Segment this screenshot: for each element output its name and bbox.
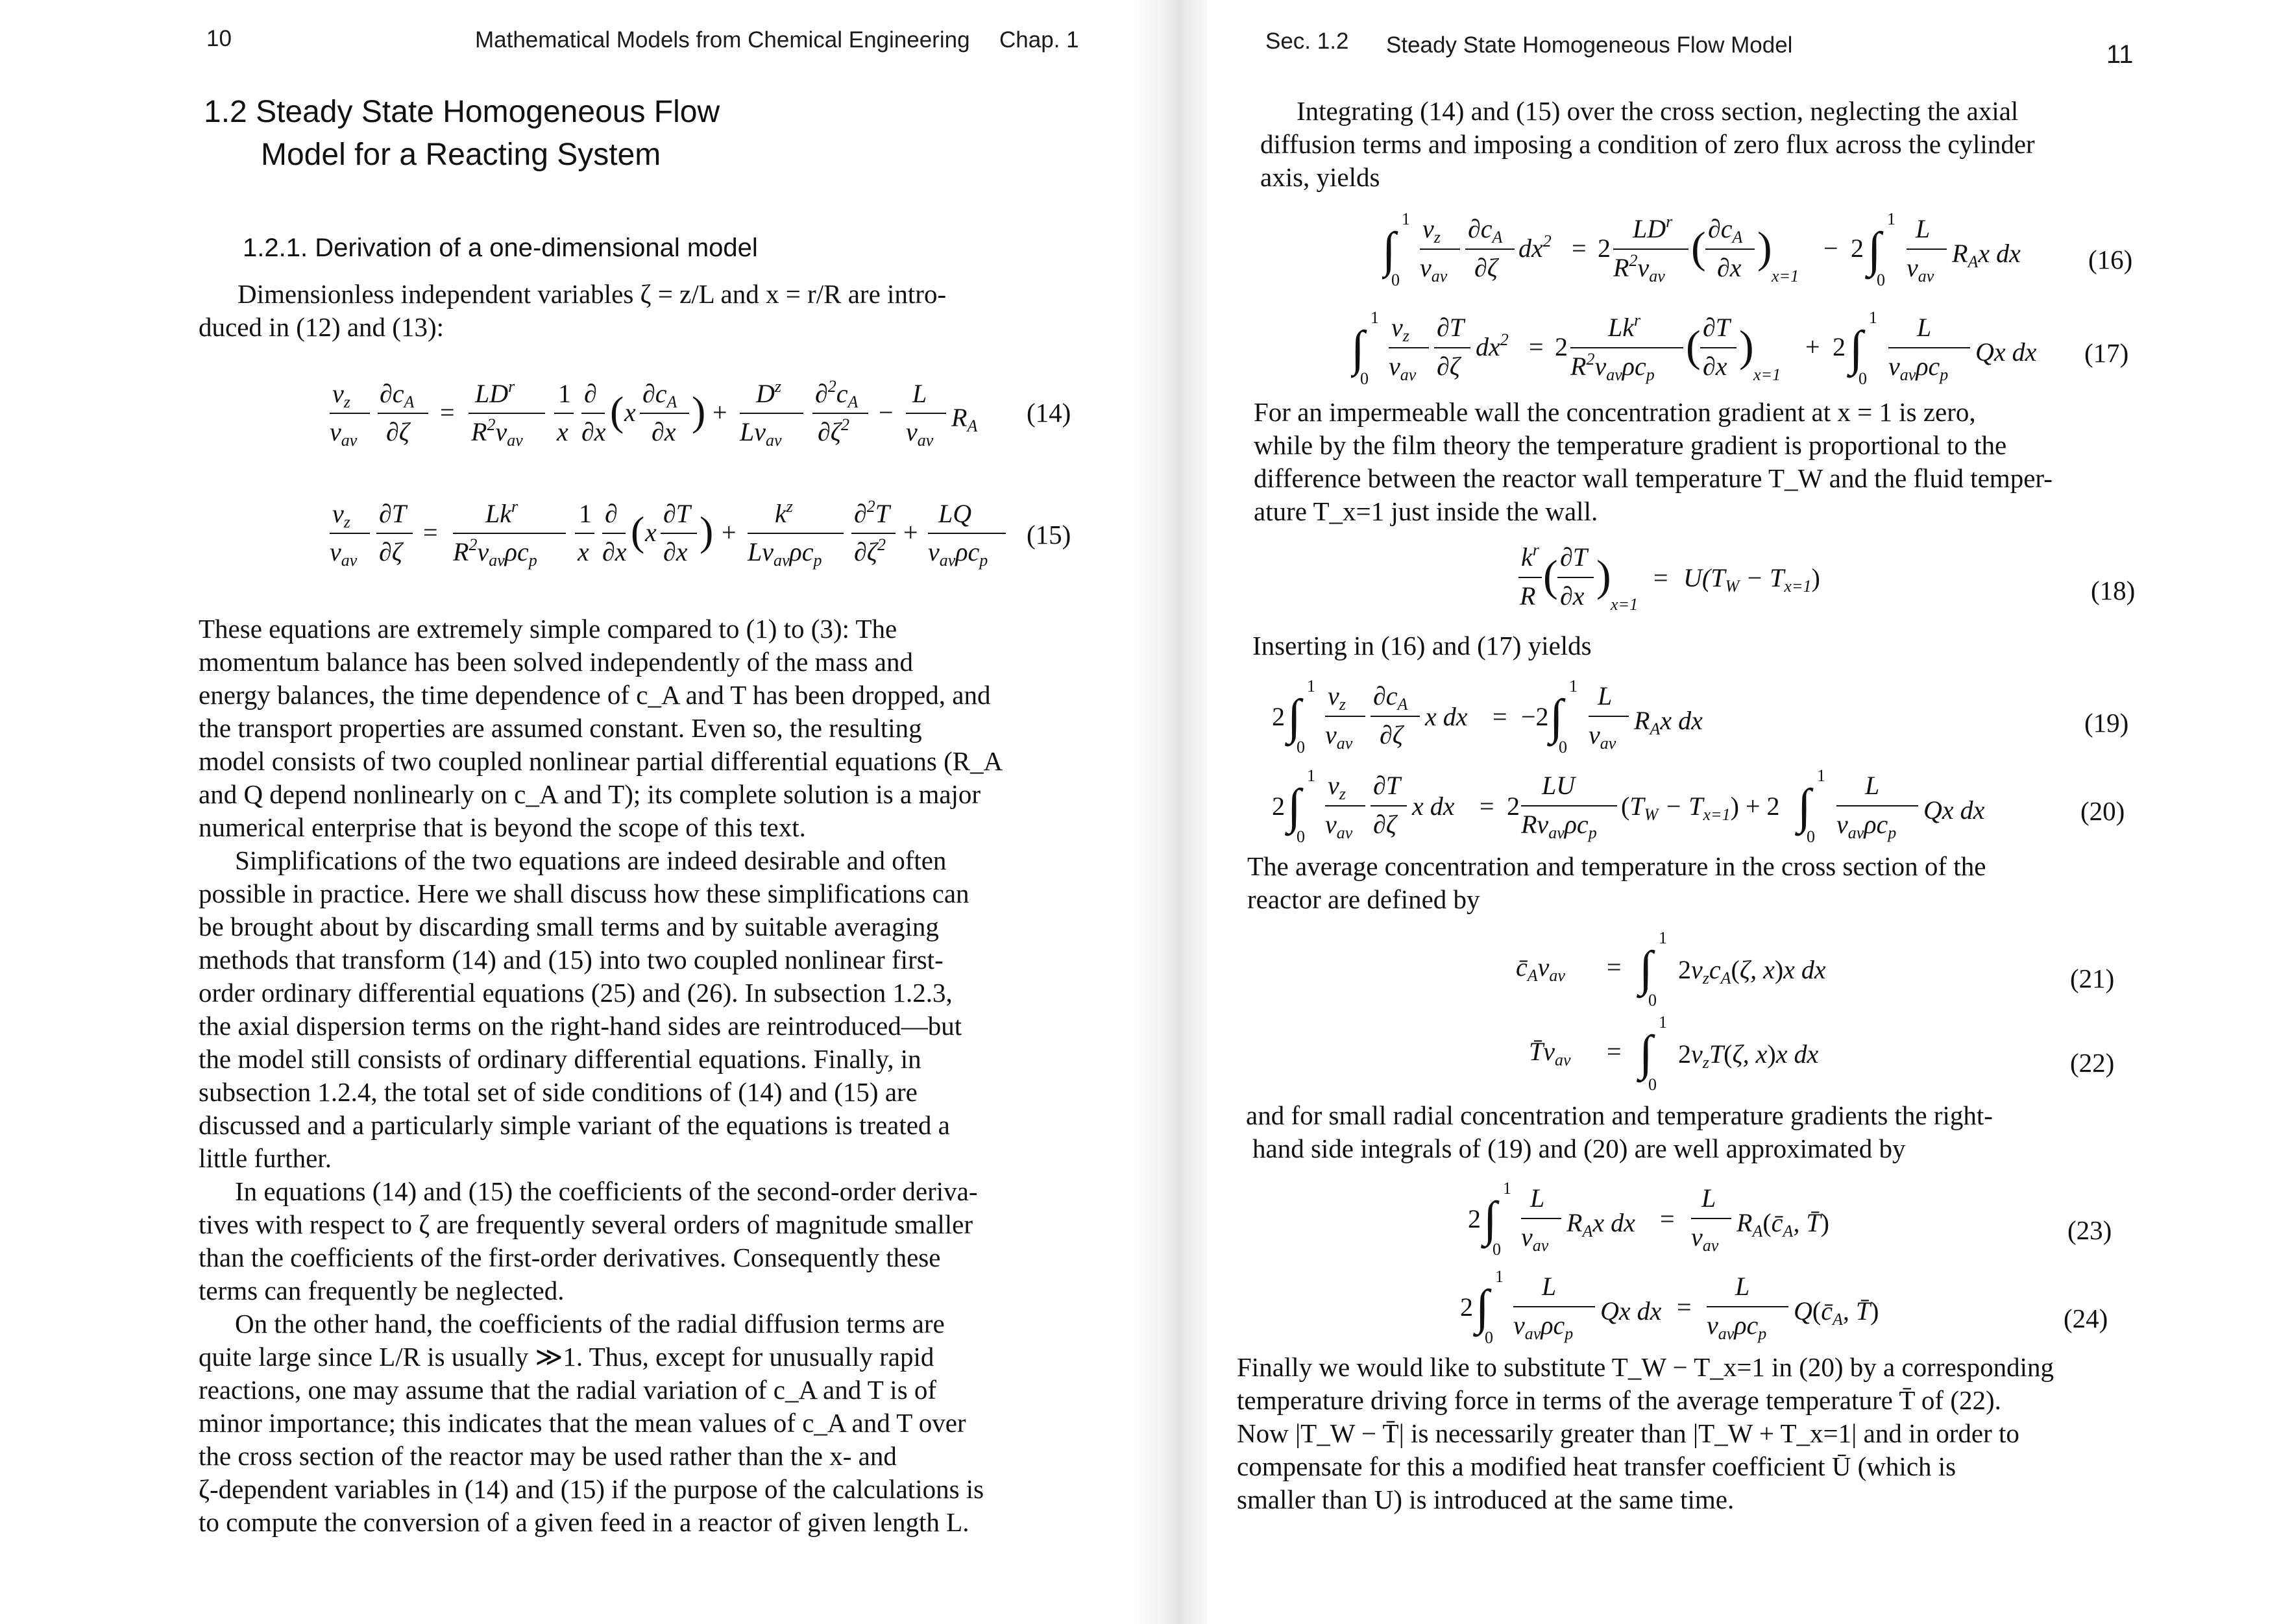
svg-text:vav: $v_{av}$: [330, 417, 358, 450]
text-line: possible in practice. Here we shall discuss how these simplifications can: [199, 879, 969, 908]
text-line: model consists of two coupled nonlinear partial differential equations (R_A: [199, 746, 1003, 776]
svg-text:0: 0: [1493, 1240, 1501, 1259]
svg-text:2vzT(ζ, x)x dx: $2v_zT(\zeta$, x)x dx: [1678, 1039, 1819, 1072]
svg-text:1: 1: [1307, 766, 1315, 785]
svg-text:∫: ∫: [1382, 223, 1396, 277]
svg-text:R2vavρcp: $R^2v_{av}\rho c_p$: [453, 535, 537, 570]
text-line: In equations (14) and (15) the coefficients of the second-order deriva-: [235, 1176, 978, 1206]
text-line: These equations are extremely simple compared to (1) to (3): The: [199, 614, 897, 644]
svg-text:vav: $v_{av}$: [1521, 1222, 1549, 1255]
body-paragraph: [199, 844, 1076, 1175]
running-head-section: Sec. 1.2: [1265, 29, 1349, 54]
text-line: Integrating (14) and (15) over the cross section, neglecting the axial: [1297, 96, 2019, 126]
text-line: smaller than U) is introduced at the same time.: [1237, 1485, 1735, 1514]
text-line: numerical enterprise that is beyond the scope of this text.: [199, 812, 806, 842]
chapter-label: Chap. 1: [999, 27, 1079, 53]
svg-text:∂T: ∂T: [663, 499, 691, 528]
svg-text:c̄Avav: $c̄_Av_{av}$: [1516, 952, 1565, 985]
svg-text:vav: $v_{av}$: [330, 537, 358, 570]
svg-text:2: 2: [1272, 792, 1285, 821]
svg-text:+: +: [903, 518, 918, 547]
svg-text:=: =: [1493, 702, 1507, 731]
body-paragraph: [1246, 1099, 2167, 1165]
svg-text:vav: $v_{av}$: [1325, 810, 1353, 842]
svg-text:∂: ∂: [605, 499, 618, 528]
svg-text:vz: $v_z$: [1391, 313, 1409, 345]
svg-text:∂x: ∂x: [1717, 253, 1742, 282]
svg-text:∫: ∫: [1550, 690, 1563, 744]
svg-text:∫: ∫: [1287, 779, 1301, 834]
svg-text:x=1: x=1: [1753, 365, 1781, 384]
svg-text:x dx: x dx: [1425, 702, 1468, 731]
text-line: terms can frequently be neglected.: [199, 1276, 565, 1305]
section-title: [204, 91, 720, 176]
text-line: and Q depend nonlinearly on c_A and T); its complete solution is a major: [199, 779, 981, 809]
svg-text:1: 1: [579, 499, 592, 528]
svg-text:vavρcp: $v_{av}\rho c_p$: [1888, 352, 1949, 384]
svg-text:∫: ∫: [1483, 1192, 1497, 1246]
svg-text:∂T: ∂T: [1373, 771, 1401, 800]
text-line: Finally we would like to substitute T_W − T_x=1 in (20) by a corresponding: [1237, 1352, 2054, 1382]
text-line: to compute the conversion of a given feed in a reactor of given length L.: [199, 1507, 969, 1537]
equation-18: [1516, 537, 1853, 622]
svg-text:(: (: [610, 388, 624, 434]
svg-text:2: 2: [1833, 332, 1846, 361]
equation-number: (14): [1027, 398, 1071, 428]
svg-text:LDr: $LD^r$: [475, 377, 515, 408]
svg-text:(: (: [1691, 223, 1706, 272]
svg-text:∫: ∫: [1798, 779, 1811, 834]
svg-text:LDr: $LD^r$: [1633, 212, 1673, 243]
svg-text:T̄vav: $T̄v_{av}$: [1529, 1037, 1571, 1069]
text-line: Inserting in (16) and (17) yields: [1252, 631, 1592, 661]
text-line: The average concentration and temperature in the cross section of the: [1247, 851, 1986, 881]
svg-text:∂x: ∂x: [652, 417, 676, 446]
svg-text:R2vav: $R^2v_{av}$: [471, 415, 523, 450]
text-line: little further.: [199, 1143, 332, 1173]
body-paragraph: [199, 1307, 1076, 1539]
text-line: axis, yields: [1260, 162, 1380, 192]
equation-22: [1529, 1013, 1879, 1098]
svg-text:vav: $v_{av}$: [1691, 1222, 1719, 1255]
svg-text:vavρcp: $v_{av}\rho c_p$: [1836, 810, 1897, 842]
svg-text:1: 1: [1402, 210, 1410, 228]
svg-text:∂T: ∂T: [1703, 313, 1731, 342]
equation-number: (24): [2064, 1303, 2108, 1333]
equation-number: (18): [2091, 576, 2136, 605]
svg-text:L: L: [1865, 771, 1880, 800]
svg-text:−: −: [879, 398, 894, 427]
svg-text:L: L: [1542, 1272, 1557, 1301]
svg-text:U(TW − Tx=1): $U(T_W - T_{x=1})$: [1683, 563, 1820, 596]
svg-text:0: 0: [1877, 271, 1885, 289]
equation-17: [1351, 305, 2097, 396]
svg-text:vav: $v_{av}$: [1325, 720, 1353, 753]
text-line: duced in (12) and (13):: [199, 312, 444, 342]
svg-text:∂cA: $\partial c_A$: [1708, 214, 1743, 247]
svg-text:=: =: [1572, 234, 1587, 263]
svg-text:vz: $v_z$: [1422, 214, 1441, 247]
svg-text:LU: LU: [1542, 771, 1576, 800]
svg-text:∂T: ∂T: [1560, 542, 1588, 572]
svg-text:vavρcp: $v_{av}\rho c_p$: [1707, 1311, 1767, 1343]
svg-text:vz: $v_z$: [332, 379, 350, 411]
text-line: minor importance; this indicates that the mean values of c_A and T over: [199, 1408, 966, 1438]
equation-24: [1460, 1264, 1901, 1355]
svg-text:2: 2: [1468, 1204, 1481, 1233]
body-paragraph: [1252, 629, 2174, 662]
body-paragraph: [1237, 1351, 2158, 1516]
body-paragraph: [1247, 850, 2175, 916]
svg-text:∫: ∫: [1868, 223, 1881, 277]
svg-text:=: =: [1607, 1037, 1622, 1066]
section-title-line: 1.2 Steady State Homogeneous Flow: [204, 95, 720, 129]
text-line: methods that transform (14) and (15) into two coupled nonlinear first-: [199, 945, 944, 975]
svg-text:0: 0: [1648, 1075, 1657, 1094]
svg-text:∂cA: $\partial c_A$: [642, 379, 677, 411]
page-number: 10: [206, 26, 232, 51]
svg-text:1: 1: [1371, 308, 1379, 327]
svg-text:): ): [1596, 551, 1611, 600]
svg-text:1: 1: [1307, 677, 1315, 696]
svg-text:∂2cA: $\partial^2c_A$: [815, 377, 859, 411]
svg-text:x=1: x=1: [1611, 595, 1639, 614]
svg-text:vav: $v_{av}$: [906, 417, 934, 450]
svg-text:L: L: [1917, 313, 1932, 342]
svg-text:L: L: [1530, 1183, 1545, 1213]
svg-text:∂cA: $\partial c_A$: [1468, 214, 1503, 247]
svg-text:∫: ∫: [1639, 1026, 1653, 1080]
text-line: difference between the reactor wall temperature T_W and the fluid temper-: [1254, 463, 2053, 493]
text-line: hand side integrals of (19) and (20) are well approximated by: [1252, 1133, 1906, 1163]
svg-text:∫: ∫: [1351, 321, 1365, 376]
svg-text:∂x: ∂x: [1703, 352, 1727, 381]
equation-number: (20): [2080, 796, 2125, 826]
svg-text:=: =: [1607, 952, 1622, 982]
svg-text:x: x: [578, 537, 589, 566]
svg-text:0: 0: [1360, 369, 1369, 388]
svg-text:kz: $k^z$: [775, 497, 793, 528]
svg-text:=: =: [423, 518, 438, 547]
svg-text:∂2T: ∂$^2$T: [854, 497, 890, 528]
svg-text:=: =: [440, 398, 455, 427]
svg-text:dx2: $dx^2$: [1518, 232, 1552, 263]
svg-text:=: =: [1480, 792, 1494, 821]
text-line: be brought about by discarding small terms and by suitable averaging: [199, 912, 939, 941]
svg-text:L: L: [1735, 1272, 1750, 1301]
svg-text:∂ζ2: $\partial\zeta^2$: [854, 535, 886, 566]
equation-number: (22): [2070, 1048, 2115, 1078]
svg-text:0: 0: [1648, 991, 1657, 1010]
svg-text:Qx dx: Qx dx: [1923, 795, 1985, 825]
equation-number: (23): [2067, 1215, 2112, 1245]
svg-text:∂T: ∂T: [1437, 313, 1465, 342]
text-line: Now |T_W − T̄| is necessarily greater than |T_W + T_x=1| and in order to: [1237, 1418, 2019, 1448]
svg-text:vavρcp: $v_{av}\rho c_p$: [1513, 1311, 1574, 1343]
body-paragraph: [199, 612, 1076, 844]
svg-text:(: (: [1686, 321, 1701, 370]
svg-text:1: 1: [1817, 766, 1825, 785]
svg-text:1: 1: [1659, 1013, 1667, 1032]
equation-number: (17): [2084, 338, 2129, 368]
text-line: discussed and a particularly simple variant of the equations is treated a: [199, 1110, 950, 1140]
svg-text:0: 0: [1391, 271, 1400, 289]
svg-text:∫: ∫: [1476, 1280, 1489, 1335]
svg-text:dx2: $dx^2$: [1476, 330, 1509, 361]
svg-text:+: +: [1805, 332, 1820, 361]
section-title-line: Model for a Reacting System: [261, 138, 661, 172]
svg-text:Rvavρcp: $Rv_{av}\rho c_p$: [1521, 810, 1597, 842]
svg-text:RAx dx: $R_Ax$ dx: [1634, 706, 1703, 738]
equation-number: (16): [2088, 245, 2133, 274]
svg-text:−2: −2: [1521, 702, 1549, 731]
svg-text:∂ζ: ∂ζ: [386, 417, 409, 446]
svg-text:∂ζ: ∂ζ: [1373, 810, 1396, 839]
svg-text:Lvavρcp: $Lv_{av}\rho c_p$: [748, 537, 822, 570]
svg-text:∂x: ∂x: [663, 537, 688, 566]
svg-text:vav: $v_{av}$: [1389, 352, 1417, 384]
svg-text:): ): [692, 388, 706, 434]
svg-text:x: x: [557, 417, 568, 446]
svg-text:vz: $v_z$: [1328, 681, 1346, 714]
svg-text:R: R: [1520, 581, 1536, 611]
svg-text:0: 0: [1859, 369, 1867, 388]
text-line: the transport properties are assumed constant. Even so, the resulting: [199, 713, 922, 743]
svg-text:1: 1: [1495, 1267, 1504, 1286]
equation-15: [324, 493, 1012, 577]
svg-text:=: =: [1529, 332, 1544, 361]
equation-14: [324, 373, 1012, 457]
text-line: diffusion terms and imposing a condition of zero flux across the cylinder: [1260, 129, 2035, 159]
equation-19: [1272, 673, 1986, 764]
svg-text:(TW − Tx=1) + 2: $(T_W - T_{x=1}) + 2$: [1621, 792, 1780, 824]
svg-text:∂cA: $\partial c_A$: [1373, 681, 1408, 714]
svg-text:vz: $v_z$: [1328, 771, 1346, 803]
svg-text:∂ζ: ∂ζ: [1474, 253, 1498, 282]
equation-number: (21): [2070, 963, 2115, 993]
svg-text:∫: ∫: [1287, 690, 1301, 744]
text-line: while by the film theory the temperature gradient is proportional to the: [1254, 430, 2007, 460]
svg-text:x dx: x dx: [1412, 792, 1455, 821]
svg-text:∂cA: $\partial c_A$: [380, 379, 415, 411]
text-line: On the other hand, the coefficients of the radial diffusion terms are: [235, 1309, 945, 1339]
text-line: order ordinary differential equations (25) and (26). In subsection 1.2.3,: [199, 978, 953, 1008]
svg-text:Lkr: Lk$^r$: [1608, 311, 1641, 342]
svg-text:): ): [1757, 223, 1772, 272]
svg-text:0: 0: [1559, 738, 1567, 757]
svg-text:1: 1: [1869, 308, 1877, 327]
svg-text:vavρcp: $v_{av}\rho c_p$: [928, 537, 988, 570]
svg-text:2: 2: [1851, 234, 1864, 263]
svg-text:2: 2: [1555, 332, 1568, 361]
text-line: For an impermeable wall the concentration gradient at x = 1 is zero,: [1254, 397, 1976, 427]
svg-text:x=1: x=1: [1772, 267, 1799, 285]
svg-text:vz: $v_z$: [332, 499, 350, 531]
svg-text:=: =: [1677, 1292, 1692, 1322]
svg-text:∫: ∫: [1639, 941, 1653, 996]
equation-23: [1468, 1176, 1870, 1266]
svg-text:1: 1: [1659, 929, 1667, 947]
svg-text:2: 2: [1507, 792, 1520, 821]
svg-text:0: 0: [1297, 827, 1305, 846]
svg-text:=: =: [1653, 563, 1668, 592]
svg-text:+: +: [713, 398, 727, 427]
svg-text:∂ζ: ∂ζ: [379, 537, 402, 566]
equation-21: [1516, 929, 1879, 1013]
running-head: Steady State Homogeneous Flow Model: [1386, 32, 1793, 58]
svg-text:Lkr: Lk$^r$: [485, 497, 518, 528]
svg-text:): ): [1739, 321, 1754, 370]
svg-text:1: 1: [1569, 677, 1578, 696]
book-gutter: [1129, 0, 1220, 1624]
svg-text:∂T: ∂T: [379, 499, 407, 528]
svg-text:RAx dx: $R_Ax$ dx: [1952, 239, 2021, 271]
equation-20: [1272, 763, 2025, 854]
svg-text:∂x: ∂x: [1560, 581, 1585, 611]
text-line: temperature driving force in terms of the average temperature T̄ of (22).: [1237, 1385, 2001, 1415]
svg-text:Lvav: $Lv_{av}$: [740, 417, 782, 450]
svg-text:Qx dx: Qx dx: [1600, 1296, 1662, 1326]
svg-text:∂x: ∂x: [602, 537, 627, 566]
text-line: reactions, one may assume that the radial variation of c_A and T is of: [199, 1375, 937, 1405]
svg-text:1: 1: [1887, 210, 1895, 228]
svg-text:∫: ∫: [1849, 321, 1863, 376]
svg-text:kr: $k^r$: [1521, 540, 1539, 572]
intro-paragraph: [199, 278, 1076, 344]
svg-text:∂ζ: ∂ζ: [1437, 352, 1460, 381]
text-line: Dimensionless independent variables ζ = z/L and x = r/R are intro-: [238, 279, 947, 309]
svg-text:2: 2: [1460, 1292, 1473, 1322]
svg-text:(: (: [631, 508, 645, 554]
svg-text:vav: $v_{av}$: [1420, 253, 1448, 285]
svg-text:L: L: [1916, 214, 1931, 243]
text-line: reactor are defined by: [1247, 884, 1480, 914]
svg-text:−: −: [1823, 234, 1838, 263]
svg-text:R2vavρcp: $R^2v_{av}\rho c_p$: [1570, 350, 1655, 384]
svg-text:=: =: [1660, 1204, 1675, 1233]
right-page: [1207, 0, 2279, 1624]
svg-text:vav: $v_{av}$: [1907, 253, 1934, 285]
text-line: ature T_x=1 just inside the wall.: [1254, 496, 1598, 526]
equation-16: [1382, 206, 2096, 297]
equation-number: (15): [1027, 520, 1071, 550]
svg-text:RA: $R_A$: [951, 403, 978, 435]
page-number: 11: [2106, 40, 2134, 69]
text-line: ζ-dependent variables in (14) and (15) if the purpose of the calculations is: [199, 1474, 984, 1504]
svg-text:2vzcA(ζ, x)x dx: $2v_zc_A(\zeta$, x)x dx: [1678, 955, 1826, 988]
body-paragraph: [199, 1175, 1076, 1307]
svg-text:LQ: LQ: [938, 499, 972, 528]
svg-text:1: 1: [1503, 1179, 1511, 1198]
svg-text:RAx dx: $R_Ax$ dx: [1566, 1208, 1635, 1241]
svg-text:(: (: [1543, 551, 1558, 600]
svg-text:+: +: [722, 518, 737, 547]
svg-text:Q(c̄A, T̄): $Q(c̄_A$, T̄): [1794, 1296, 1879, 1329]
text-line: subsection 1.2.4, the total set of side conditions of (14) and (15) are: [199, 1077, 918, 1107]
svg-text:0: 0: [1485, 1328, 1493, 1347]
svg-text:Qx dx: Qx dx: [1975, 337, 2037, 367]
body-paragraph: [1254, 396, 2175, 528]
svg-text:R2vav: $R^2v_{av}$: [1613, 251, 1665, 285]
svg-text:L: L: [1598, 681, 1613, 710]
svg-text:∂ζ2: $\partial\zeta^2$: [818, 415, 849, 446]
equation-number: (19): [2084, 708, 2129, 738]
svg-text:): ): [700, 508, 714, 554]
text-line: than the coefficients of the first-order derivatives. Consequently these: [199, 1242, 941, 1272]
text-line: tives with respect to ζ are frequently several orders of magnitude smaller: [199, 1209, 973, 1239]
text-line: the model still consists of ordinary differential equations. Finally, in: [199, 1044, 921, 1074]
svg-text:0: 0: [1807, 827, 1815, 846]
svg-text:1: 1: [558, 379, 571, 408]
svg-text:∂: ∂: [584, 379, 597, 408]
svg-text:0: 0: [1297, 738, 1305, 757]
svg-text:2: 2: [1598, 234, 1611, 263]
svg-text:x: x: [645, 518, 657, 547]
text-line: the cross section of the reactor may be used rather than the x- and: [199, 1441, 897, 1471]
text-line: quite large since L/R is usually ≫1. Thus, except for unusually rapid: [199, 1342, 934, 1372]
body-paragraph: [1260, 95, 2175, 194]
svg-text:∂ζ: ∂ζ: [1380, 720, 1403, 749]
text-line: compensate for this a modified heat transfer coefficient Ū (which is: [1237, 1451, 1956, 1481]
svg-text:2: 2: [1272, 702, 1285, 731]
text-line: Simplifications of the two equations are indeed desirable and often: [235, 845, 947, 875]
svg-text:RA(c̄A, T̄): $R_A(c̄_A$, T̄): [1737, 1208, 1829, 1241]
svg-text:x: x: [624, 398, 636, 427]
text-line: the axial dispersion terms on the right-hand sides are reintroduced—but: [199, 1011, 962, 1041]
svg-text:∂x: ∂x: [581, 417, 606, 446]
subsection-title: 1.2.1. Derivation of a one-dimensional model: [243, 234, 758, 262]
svg-text:L: L: [912, 379, 927, 408]
text-line: energy balances, the time dependence of c_A and T has been dropped, and: [199, 680, 991, 710]
svg-text:vav: $v_{av}$: [1589, 720, 1616, 753]
text-line: momentum balance has been solved independently of the mass and: [199, 647, 913, 677]
svg-text:L: L: [1701, 1183, 1716, 1213]
text-line: and for small radial concentration and temperature gradients the right-: [1246, 1100, 1993, 1130]
running-head: Mathematical Models from Chemical Engineering: [475, 27, 970, 53]
svg-text:Dz: $D^z$: [756, 377, 782, 408]
